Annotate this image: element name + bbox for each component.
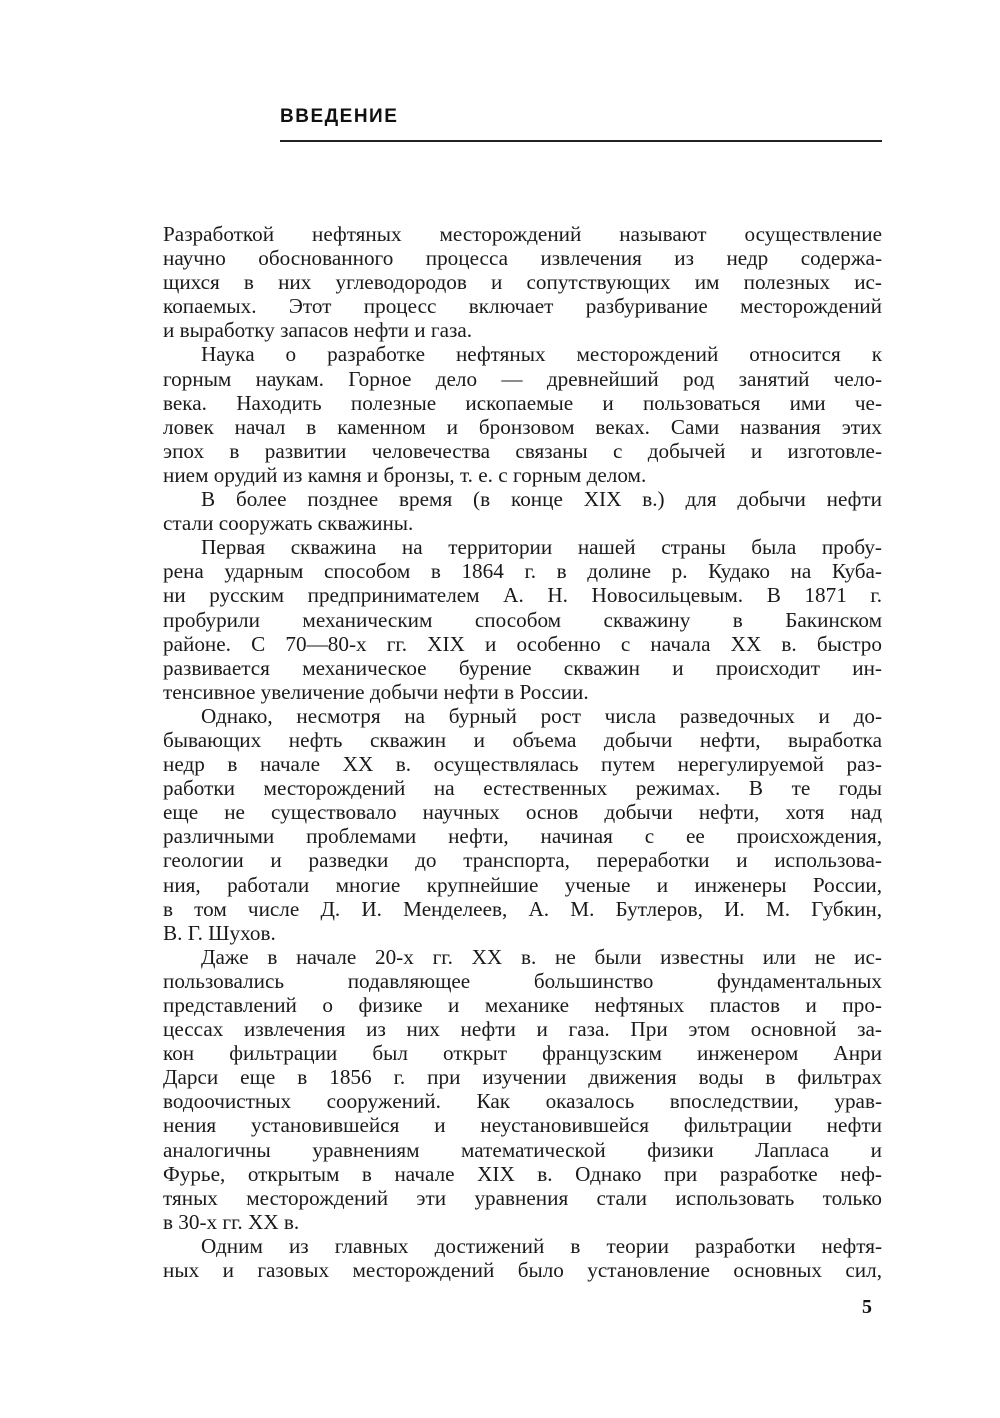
text-line: представлений о физике и механике нефтяных пластов и про- xyxy=(163,993,882,1017)
text-line: тенсивное увеличение добычи нефти в России. xyxy=(163,679,589,704)
text-line: тяных месторождений эти уравнения стали использовать только xyxy=(163,1185,882,1210)
text-line: В. Г. Шухов. xyxy=(163,920,276,945)
text-line: развивается механическое бурение скважин и происходит ин- xyxy=(163,655,882,680)
text-line: аналогичны уравнениям математической физики Лапласа и xyxy=(163,1137,882,1162)
text-line: пробурили механическим способом скважину в Бакинском xyxy=(163,607,882,632)
text-line: районе. С 70—80-х гг. XIX и особенно с начала XX в. быстро xyxy=(163,631,882,656)
text-line: Одним из главных достижений в теории разработки нефтя- xyxy=(201,1233,882,1258)
text-line: в том числе Д. И. Менделеев, А. М. Бутлеров, И. М. Губкин, xyxy=(163,896,882,921)
paragraph xyxy=(163,342,882,487)
text-line: щихся в них углеводородов и сопутствующих им полезных ис- xyxy=(163,270,882,295)
text-line: ни русским предпринимателем А. Н. Новосильцевым. В 1871 г. xyxy=(163,583,882,608)
text-line: бывающих нефть скважин и объема добычи нефти, выработка xyxy=(163,727,882,752)
section-heading: ВВЕДЕНИЕ xyxy=(280,106,399,127)
text-line: нения установившейся и неустановившейся фильтрации нефти xyxy=(163,1113,882,1138)
paragraph xyxy=(163,487,882,535)
text-line: копаемых. Этот процесс включает разбуривание месторождений xyxy=(163,294,882,319)
text-line: водоочистных сооружений. Как оказалось впоследствии, урав- xyxy=(163,1089,882,1114)
body-text xyxy=(163,222,882,1282)
page-number: 5 xyxy=(862,1296,872,1318)
paragraph xyxy=(163,704,882,945)
text-line: В более позднее время (в конце XIX в.) для добычи нефти xyxy=(201,487,882,512)
text-line: научно обоснованного процесса извлечения из недр содержа- xyxy=(163,246,882,271)
text-line: геологии и разведки до транспорта, переработки и использова- xyxy=(163,848,882,873)
text-line: Даже в начале 20-х гг. XX в. не были известны или не ис- xyxy=(201,944,882,969)
text-line: в 30-х гг. XX в. xyxy=(163,1209,300,1234)
text-line: Фурье, открытым в начале XIX в. Однако при разработке неф- xyxy=(163,1161,882,1186)
paragraph xyxy=(163,1234,882,1282)
text-line: еще не существовало научных основ добычи нефти, хотя над xyxy=(163,800,882,825)
paragraph xyxy=(163,222,882,342)
text-line: ния, работали многие крупнейшие ученые и инженеры России, xyxy=(163,872,882,897)
text-line: работки месторождений на естественных режимах. В те годы xyxy=(163,776,882,801)
heading-divider xyxy=(280,140,882,142)
text-line: Разработкой нефтяных месторождений называют осуществление xyxy=(163,222,882,246)
text-line: ных и газовых месторождений было установление основных сил, xyxy=(163,1258,882,1283)
text-line: пользовались подавляющее большинство фундаментальных xyxy=(163,968,882,993)
text-line: кон фильтрации был открыт французским инженером Анри xyxy=(163,1041,882,1066)
text-line: рена ударным способом в 1864 г. в долине р. Кудако на Куба- xyxy=(163,559,882,584)
text-line: стали сооружать скважины. xyxy=(163,511,414,536)
paragraph xyxy=(163,945,882,1234)
text-line: и выработку запасов нефти и газа. xyxy=(163,318,473,343)
text-line: цессах извлечения из них нефти и газа. При этом основной за- xyxy=(163,1017,882,1042)
text-line: горным наукам. Горное дело — древнейший род занятий чело- xyxy=(163,366,882,391)
text-line: нием орудий из камня и бронзы, т. е. с горным делом. xyxy=(163,462,647,487)
text-line: эпох в развитии человечества связаны с добычей и изготовле- xyxy=(163,438,882,463)
text-line: недр в начале XX в. осуществлялась путем нерегулируемой раз- xyxy=(163,752,882,777)
text-line: Дарси еще в 1856 г. при изучении движения воды в фильтрах xyxy=(163,1065,882,1090)
text-line: Наука о разработке нефтяных месторождений относится к xyxy=(201,342,882,367)
text-line: различными проблемами нефти, начиная с ее происхождения, xyxy=(163,824,882,849)
text-line: Однако, несмотря на бурный рост числа разведочных и до- xyxy=(201,703,882,728)
paragraph xyxy=(163,535,882,704)
text-line: века. Находить полезные ископаемые и пользоваться ими че- xyxy=(163,390,882,415)
text-line: Первая скважина на территории нашей страны была пробу- xyxy=(201,535,882,560)
text-line: ловек начал в каменном и бронзовом веках. Сами названия этих xyxy=(163,414,882,439)
